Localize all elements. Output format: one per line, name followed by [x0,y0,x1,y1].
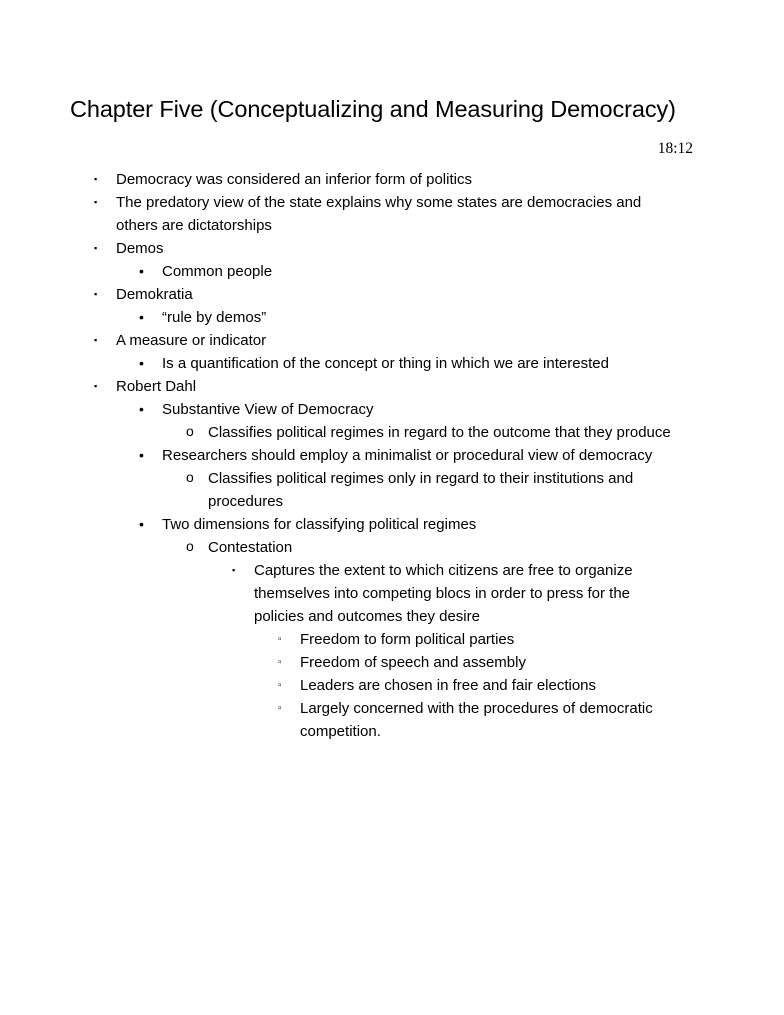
outline-item-text: Classifies political regimes only in regard to their institutions and [208,470,634,487]
outline-item-level-2 [0,352,784,375]
outline-item-text: procedures [208,493,284,510]
hollow-square-bullet-icon: ▫ [278,703,282,714]
outline-item-text: Researchers should employ a minimalist or procedural view of democracy [162,447,653,464]
outline-item-text: The predatory view of the state explains why some states are democracies and [116,194,642,211]
outline-item-level-5 [0,674,784,697]
timestamp: 18:12 [657,140,693,157]
page-title: Chapter Five (Conceptualizing and Measuring Democracy) [70,96,676,122]
circle-bullet-icon: o [186,423,194,439]
outline-item-level-4 [0,559,784,628]
outline-item-level-1 [0,329,784,352]
outline-item-level-3 [0,467,784,513]
outline-item-text: themselves into competing blocs in order to press for the [254,585,631,602]
square-bullet-icon: ▪ [232,565,236,575]
notes-outline [0,168,784,743]
outline-item-level-2 [0,398,784,421]
outline-item-text: Robert Dahl [116,378,197,395]
outline-item-text: Demokratia [116,286,193,303]
square-bullet-icon: ▪ [94,381,98,391]
round-bullet-icon: • [139,516,144,532]
outline-item-text: Two dimensions for classifying political regimes [162,516,477,533]
square-bullet-icon: ▪ [94,243,98,253]
outline-item-text: Freedom to form political parties [300,631,515,648]
outline-item-level-2 [0,306,784,329]
outline-item-level-1 [0,283,784,306]
round-bullet-icon: • [139,355,144,371]
square-bullet-icon: ▪ [94,174,98,184]
round-bullet-icon: • [139,447,144,463]
outline-item-text: Contestation [208,539,293,556]
outline-item-level-2 [0,444,784,467]
outline-item-level-1 [0,375,784,398]
hollow-square-bullet-icon: ▫ [278,657,282,668]
hollow-square-bullet-icon: ▫ [278,634,282,645]
outline-item-text: Freedom of speech and assembly [300,654,526,671]
outline-item-text: competition. [300,723,381,740]
square-bullet-icon: ▪ [94,197,98,207]
round-bullet-icon: • [139,309,144,325]
outline-item-level-3 [0,421,784,444]
outline-item-text: Is a quantification of the concept or thing in which we are interested [162,355,609,372]
outline-item-text: “rule by demos” [162,309,267,326]
square-bullet-icon: ▪ [94,289,98,299]
outline-item-level-5 [0,697,784,743]
square-bullet-icon: ▪ [94,335,98,345]
outline-item-text: Substantive View of Democracy [162,401,374,418]
outline-item-text: Classifies political regimes in regard to the outcome that they produce [208,424,671,441]
outline-item-text: Leaders are chosen in free and fair elections [300,677,597,694]
outline-item-text: policies and outcomes they desire [254,608,480,625]
outline-item-level-1 [0,168,784,191]
outline-item-level-3 [0,536,784,559]
outline-item-text: others are dictatorships [116,217,272,234]
outline-item-text: Largely concerned with the procedures of democratic [300,700,653,717]
outline-item-level-2 [0,260,784,283]
circle-bullet-icon: o [186,538,194,554]
outline-item-level-5 [0,651,784,674]
outline-item-text: Democracy was considered an inferior form of politics [116,171,472,188]
outline-item-level-1 [0,191,784,237]
outline-item-level-5 [0,628,784,651]
round-bullet-icon: • [139,263,144,279]
outline-item-level-1 [0,237,784,260]
outline-item-text: Common people [162,263,273,280]
circle-bullet-icon: o [186,469,194,485]
round-bullet-icon: • [139,401,144,417]
outline-item-text: A measure or indicator [116,332,267,349]
outline-item-text: Captures the extent to which citizens are free to organize [254,562,633,579]
outline-item-level-2 [0,513,784,536]
outline-item-text: Demos [116,240,164,257]
hollow-square-bullet-icon: ▫ [278,680,282,691]
